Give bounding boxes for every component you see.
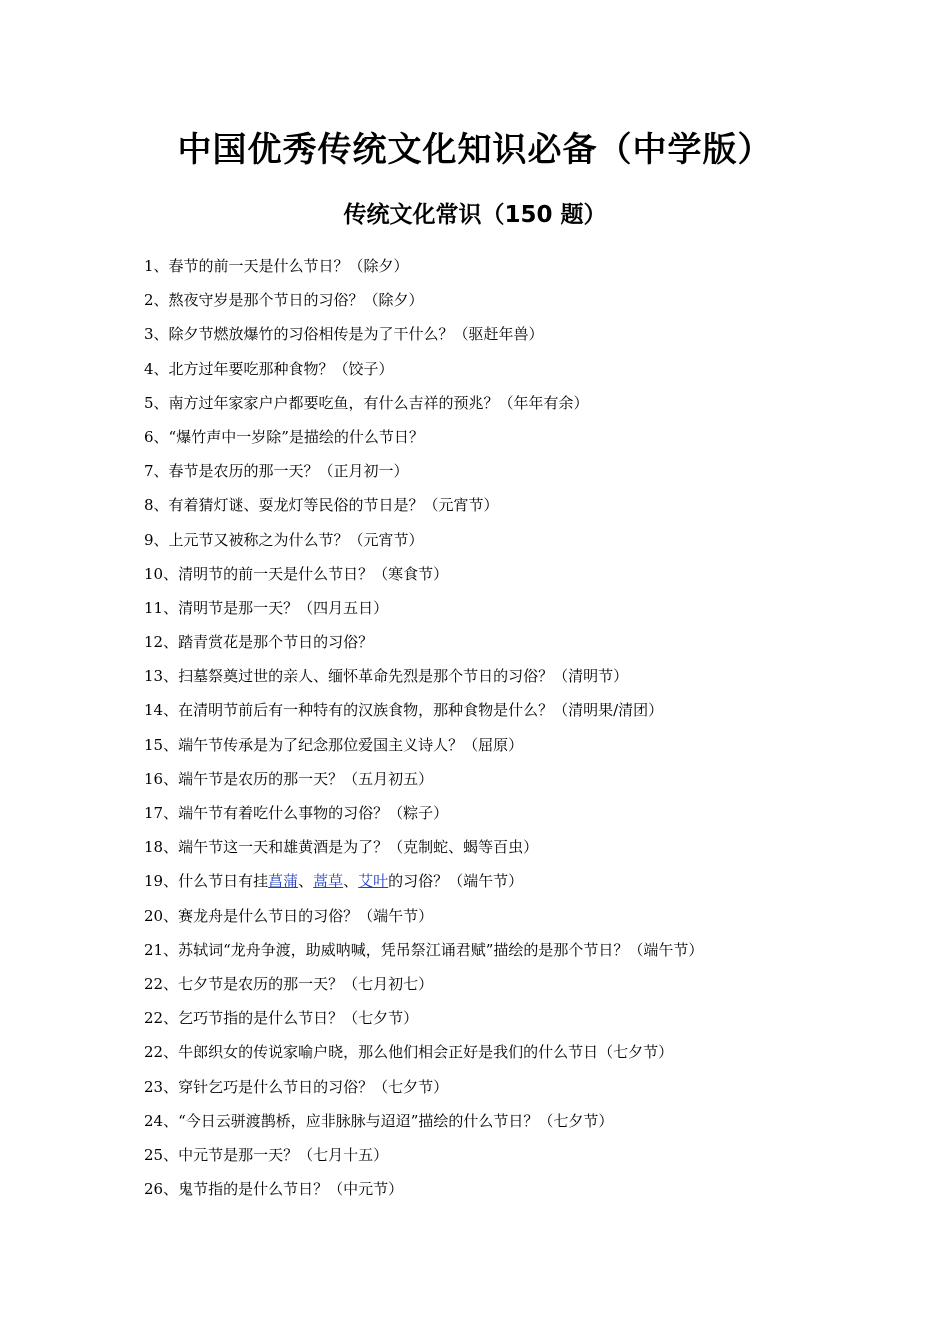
question-item: 26、鬼节指的是什么节日？（中元节）: [144, 1180, 404, 1199]
section-title: 传统文化常识（150 题）: [343, 202, 607, 228]
question-item: 14、在清明节前后有一种特有的汉族食物，那种食物是什么？（清明果/清团）: [144, 701, 664, 720]
question-item: 9、上元节又被称之为什么节？（元宵节）: [144, 530, 424, 549]
question-item: 22、牛郎织女的传说家喻户晓，那么他们相会正好是我们的什么节日（七夕节）: [144, 1043, 674, 1062]
separator: 、: [343, 872, 359, 891]
question-item: 17、端午节有着吃什么事物的习俗？（粽子）: [144, 804, 449, 822]
question-item: 22、乞巧节指的是什么节日？（七夕节）: [144, 1009, 419, 1028]
question-item: 11、清明节是那一天？（四月五日）: [144, 598, 389, 617]
question-item: 5、南方过年家家户户都要吃鱼，有什么吉祥的预兆？（年年有余）: [144, 393, 589, 412]
question-item: 7、春节是农历的那一天？（正月初一）: [144, 462, 409, 481]
question-item: 6、“爆竹声中一岁除”是描绘的什么节日？: [144, 427, 424, 446]
question-item: 22、七夕节是农历的那一天？（七月初七）: [144, 974, 434, 993]
question-item: 13、扫墓祭奠过世的亲人、缅怀革命先烈是那个节日的习俗？（清明节）: [144, 667, 629, 686]
question-item: 2、熬夜守岁是那个节日的习俗？（除夕）: [144, 291, 424, 310]
question-item: 15、端午节传承是为了纪念那位爱国主义诗人？（屈原）: [144, 735, 524, 754]
question-item: 4、北方过年要吃那种食物？（饺子）: [144, 359, 394, 378]
question-item: 1、春节的前一天是什么节日？（除夕）: [144, 257, 409, 275]
question-item: 3、除夕节燃放爆竹的习俗相传是为了干什么？（驱赶年兽）: [144, 325, 544, 344]
question-item: 16、端午节是农历的那一天？（五月初五）: [144, 769, 434, 788]
question-item: 24、“今日云骈渡鹊桥，应非脉脉与迢迢”描绘的什么节日？（七夕节）: [144, 1111, 614, 1130]
question-item: 10、清明节的前一天是什么节日？（寒食节）: [144, 564, 449, 583]
question-text: 19、什么节日有挂: [144, 872, 269, 891]
document-title: 中国优秀传统文化知识必备（中学版）: [177, 130, 773, 170]
question-item: 20、赛龙舟是什么节日的习俗？（端午节）: [144, 906, 434, 925]
question-item: 8、有着猜灯谜、耍龙灯等民俗的节日是？（元宵节）: [144, 496, 499, 515]
question-list: [144, 253, 864, 1210]
question-item: 12、踏青赏花是那个节日的习俗？: [144, 633, 374, 652]
question-item: [144, 868, 864, 902]
question-text: 的习俗？（端午节）: [388, 872, 524, 891]
link-aiye[interactable]: 艾叶: [358, 872, 389, 891]
separator: 、: [298, 872, 314, 891]
question-item: 21、苏轼词“龙舟争渡，助威呐喊，凭吊祭江诵君赋”描绘的是那个节日？（端午节）: [144, 940, 704, 959]
question-item: 25、中元节是那一天？（七月十五）: [144, 1145, 389, 1164]
question-item: 23、穿针乞巧是什么节日的习俗？（七夕节）: [144, 1077, 449, 1096]
link-haocao[interactable]: 蒿草: [313, 872, 344, 891]
question-item: 18、端午节这一天和雄黄酒是为了？（克制蛇、蝎等百虫）: [144, 838, 539, 857]
link-changpu[interactable]: 菖蒲: [268, 872, 299, 891]
